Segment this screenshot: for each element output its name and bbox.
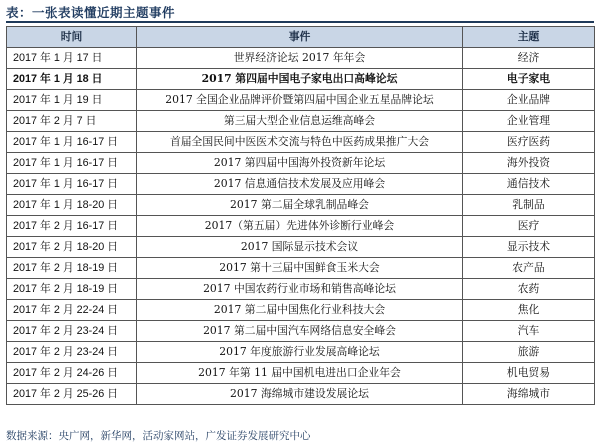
row-time: 2017 年 2 月 22-24 日 <box>7 300 137 321</box>
table-row <box>7 195 595 216</box>
row-theme: 医疗医药 <box>463 132 595 153</box>
row-event: 首届全国民间中医医术交流与特色中医药成果推广大会 <box>137 132 463 153</box>
row-time: 2017 年 2 月 16-17 日 <box>7 216 137 237</box>
row-theme: 汽车 <box>463 321 595 342</box>
table-row <box>7 237 595 258</box>
row-theme: 旅游 <box>463 342 595 363</box>
table-row <box>7 132 595 153</box>
table-body <box>7 48 595 405</box>
row-event: 2017 第十三届中国鲜食玉米大会 <box>137 258 463 279</box>
row-time: 2017 年 1 月 18 日 <box>7 69 137 90</box>
row-theme: 经济 <box>463 48 595 69</box>
header-event: 事件 <box>137 27 463 48</box>
row-event: 2017 第二届中国焦化行业科技大会 <box>137 300 463 321</box>
row-theme: 显示技术 <box>463 237 595 258</box>
header-row <box>7 27 595 48</box>
row-theme: 农产品 <box>463 258 595 279</box>
row-time: 2017 年 1 月 16-17 日 <box>7 174 137 195</box>
header-theme: 主题 <box>463 27 595 48</box>
row-event: 2017 第四届中国海外投资新年论坛 <box>137 153 463 174</box>
row-event: 2017 第二届中国汽车网络信息安全峰会 <box>137 321 463 342</box>
header-time: 时间 <box>7 27 137 48</box>
row-event: 第三届大型企业信息运维高峰会 <box>137 111 463 132</box>
row-event: 世界经济论坛 2017 年年会 <box>137 48 463 69</box>
row-time: 2017 年 2 月 18-20 日 <box>7 237 137 258</box>
row-time: 2017 年 1 月 16-17 日 <box>7 132 137 153</box>
table-row <box>7 111 595 132</box>
table-row <box>7 153 595 174</box>
table-row <box>7 384 595 405</box>
title-rule <box>6 21 594 23</box>
row-event: 2017 海绵城市建设发展论坛 <box>137 384 463 405</box>
row-event: 2017 第二届全球乳制品峰会 <box>137 195 463 216</box>
row-theme: 企业品牌 <box>463 90 595 111</box>
row-theme: 机电贸易 <box>463 363 595 384</box>
table-row <box>7 216 595 237</box>
row-time: 2017 年 2 月 23-24 日 <box>7 321 137 342</box>
table-row <box>7 279 595 300</box>
table-row <box>7 300 595 321</box>
table-row <box>7 258 595 279</box>
table-row <box>7 90 595 111</box>
table-title: 表：一张表读懂近期主题事件 <box>6 5 176 20</box>
table-row <box>7 174 595 195</box>
row-theme: 通信技术 <box>463 174 595 195</box>
row-theme: 医疗 <box>463 216 595 237</box>
row-theme: 海外投资 <box>463 153 595 174</box>
row-time: 2017 年 1 月 17 日 <box>7 48 137 69</box>
row-event: 2017 信息通信技术发展及应用峰会 <box>137 174 463 195</box>
row-theme: 农药 <box>463 279 595 300</box>
row-theme: 电子家电 <box>463 69 595 90</box>
table-row <box>7 69 595 90</box>
row-time: 2017 年 1 月 18-20 日 <box>7 195 137 216</box>
row-theme: 企业管理 <box>463 111 595 132</box>
row-event: 2017 第四届中国电子家电出口高峰论坛 <box>137 69 463 90</box>
data-source-note: 数据来源：央广网，新华网，活动家网站，广发证券发展研究中心 <box>6 430 311 442</box>
row-theme: 海绵城市 <box>463 384 595 405</box>
row-time: 2017 年 2 月 7 日 <box>7 111 137 132</box>
table-row <box>7 321 595 342</box>
row-event: 2017（第五届）先进体外诊断行业峰会 <box>137 216 463 237</box>
row-event: 2017 年第 11 届中国机电进出口企业年会 <box>137 363 463 384</box>
row-event: 2017 年度旅游行业发展高峰论坛 <box>137 342 463 363</box>
row-event: 2017 全国企业品牌评价暨第四届中国企业五星品牌论坛 <box>137 90 463 111</box>
row-time: 2017 年 2 月 18-19 日 <box>7 258 137 279</box>
table-row <box>7 48 595 69</box>
row-event: 2017 国际显示技术会议 <box>137 237 463 258</box>
row-time: 2017 年 2 月 24-26 日 <box>7 363 137 384</box>
row-time: 2017 年 1 月 16-17 日 <box>7 153 137 174</box>
row-event: 2017 中国农药行业市场和销售高峰论坛 <box>137 279 463 300</box>
row-theme: 焦化 <box>463 300 595 321</box>
row-theme: 乳制品 <box>463 195 595 216</box>
events-table <box>6 26 595 405</box>
row-time: 2017 年 2 月 25-26 日 <box>7 384 137 405</box>
table-row <box>7 342 595 363</box>
row-time: 2017 年 1 月 19 日 <box>7 90 137 111</box>
table-row <box>7 363 595 384</box>
row-time: 2017 年 2 月 18-19 日 <box>7 279 137 300</box>
row-time: 2017 年 2 月 23-24 日 <box>7 342 137 363</box>
